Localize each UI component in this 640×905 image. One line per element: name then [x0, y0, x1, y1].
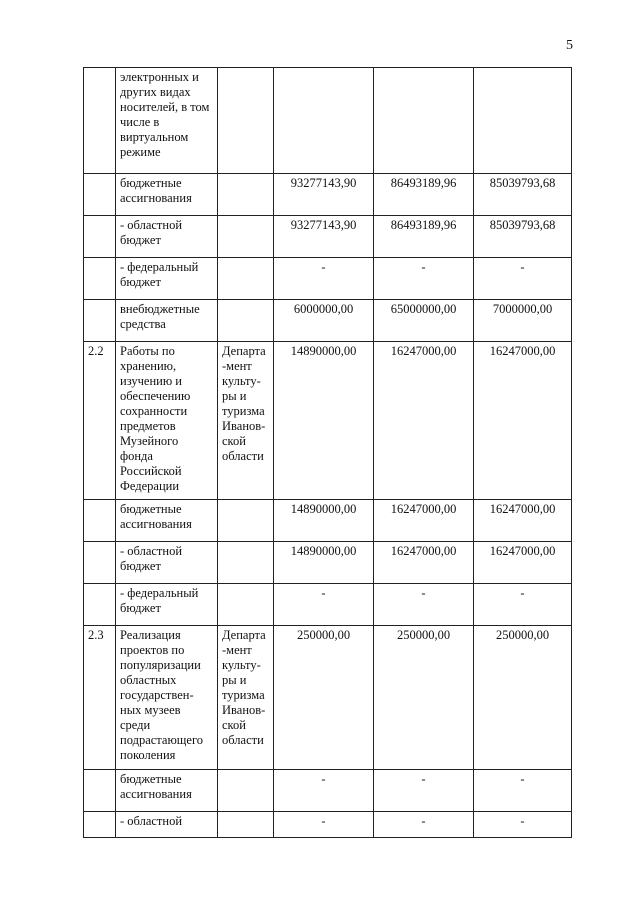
row-value-3: 7000000,00 — [474, 300, 572, 342]
row-value-1: 14890000,00 — [274, 542, 374, 584]
row-index — [84, 68, 116, 174]
row-department — [218, 300, 274, 342]
row-value-1: - — [274, 770, 374, 812]
row-name: внебюджетные средства — [116, 300, 218, 342]
row-index — [84, 216, 116, 258]
row-department — [218, 500, 274, 542]
row-value-1: 6000000,00 — [274, 300, 374, 342]
row-value-1: 14890000,00 — [274, 342, 374, 500]
row-name: Работы по хранению, изучению и обеспечению сохранности предметов Музейного фонда Российской Федерации — [116, 342, 218, 500]
row-department — [218, 770, 274, 812]
row-value-1: 93277143,90 — [274, 174, 374, 216]
row-name: бюджетные ассигнования — [116, 500, 218, 542]
row-value-2: - — [374, 770, 474, 812]
row-name: бюджетные ассигнования — [116, 174, 218, 216]
row-value-1: 93277143,90 — [274, 216, 374, 258]
row-index — [84, 174, 116, 216]
row-name: - областной бюджет — [116, 216, 218, 258]
row-department — [218, 174, 274, 216]
row-value-3: 250000,00 — [474, 626, 572, 770]
page-number: 5 — [566, 38, 573, 53]
row-value-2: 250000,00 — [374, 626, 474, 770]
row-value-2 — [374, 68, 474, 174]
table-row — [84, 174, 572, 216]
row-value-3: - — [474, 584, 572, 626]
row-value-2: - — [374, 812, 474, 838]
row-value-2: 65000000,00 — [374, 300, 474, 342]
table-row — [84, 300, 572, 342]
table-row — [84, 500, 572, 542]
row-name: электронных и других видах носителей, в том числе в виртуальном режиме — [116, 68, 218, 174]
table-row — [84, 216, 572, 258]
row-index — [84, 770, 116, 812]
row-department — [218, 216, 274, 258]
row-index — [84, 258, 116, 300]
row-value-1: - — [274, 584, 374, 626]
row-value-3: - — [474, 770, 572, 812]
row-value-1 — [274, 68, 374, 174]
row-department — [218, 542, 274, 584]
row-value-1: - — [274, 258, 374, 300]
row-value-2: 86493189,96 — [374, 174, 474, 216]
row-index — [84, 542, 116, 584]
row-value-1: 14890000,00 — [274, 500, 374, 542]
row-value-2: 16247000,00 — [374, 342, 474, 500]
row-value-2: - — [374, 258, 474, 300]
row-value-2: 16247000,00 — [374, 542, 474, 584]
row-index — [84, 300, 116, 342]
table-row — [84, 584, 572, 626]
row-value-3: 16247000,00 — [474, 500, 572, 542]
row-index — [84, 584, 116, 626]
table-row — [84, 258, 572, 300]
row-index: 2.2 — [84, 342, 116, 500]
row-department: Департа-мент культу-ры и туризма Иванов-ской области — [218, 626, 274, 770]
row-value-2: - — [374, 584, 474, 626]
row-name: - областной бюджет — [116, 542, 218, 584]
row-value-3: - — [474, 812, 572, 838]
row-department — [218, 812, 274, 838]
row-value-2: 16247000,00 — [374, 500, 474, 542]
row-value-2: 86493189,96 — [374, 216, 474, 258]
table-row — [84, 542, 572, 584]
row-department: Департа-мент культу-ры и туризма Иванов-ской области — [218, 342, 274, 500]
row-value-1: - — [274, 812, 374, 838]
row-department — [218, 68, 274, 174]
table-row — [84, 770, 572, 812]
table-row — [84, 342, 572, 500]
row-name: бюджетные ассигнования — [116, 770, 218, 812]
row-name: - федеральный бюджет — [116, 584, 218, 626]
row-index: 2.3 — [84, 626, 116, 770]
row-value-1: 250000,00 — [274, 626, 374, 770]
table-row — [84, 626, 572, 770]
row-value-3 — [474, 68, 572, 174]
row-department — [218, 258, 274, 300]
row-department — [218, 584, 274, 626]
row-value-3: - — [474, 258, 572, 300]
row-value-3: 85039793,68 — [474, 216, 572, 258]
row-value-3: 16247000,00 — [474, 342, 572, 500]
row-name: Реализация проектов по популяризации областных государствен-ных музеев среди подрастающего поколения — [116, 626, 218, 770]
table-row — [84, 812, 572, 838]
row-value-3: 16247000,00 — [474, 542, 572, 584]
row-index — [84, 500, 116, 542]
row-value-3: 85039793,68 — [474, 174, 572, 216]
row-name: - федеральный бюджет — [116, 258, 218, 300]
row-index — [84, 812, 116, 838]
table-row — [84, 68, 572, 174]
row-name: - областной — [116, 812, 218, 838]
budget-table — [83, 67, 572, 838]
